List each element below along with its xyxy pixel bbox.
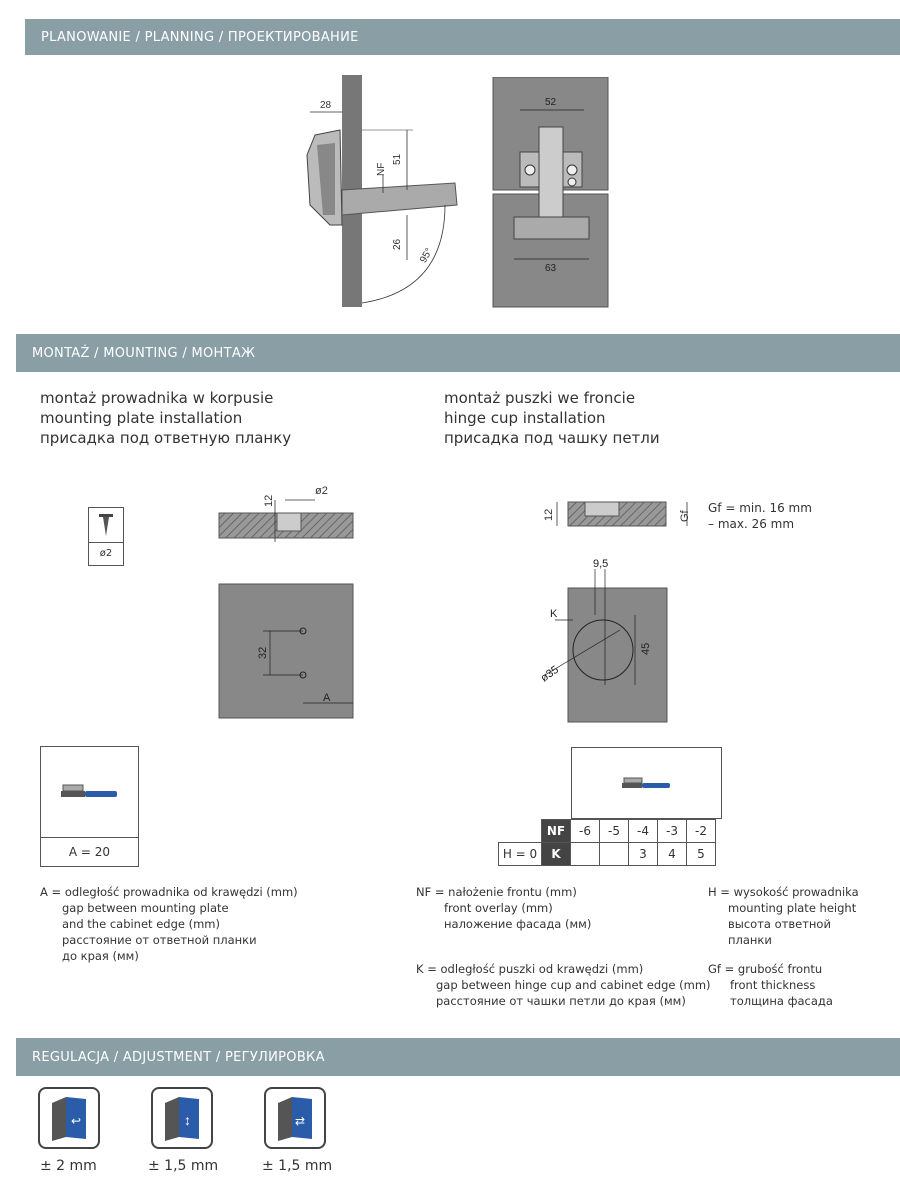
section-title-planning: PLANOWANIE / PLANNING / ПРОЕКТИРОВАНИЕ	[41, 29, 359, 45]
dim-26-label: 26	[392, 238, 403, 250]
mounting-right-heading	[444, 388, 660, 448]
note-line: расстояние от ответной планки	[62, 933, 257, 947]
nf-cell: -2	[687, 820, 716, 843]
screw-diameter-label: ø2	[89, 542, 123, 565]
dim-12-cup-label: 12	[543, 508, 555, 521]
gf-min: Gf = min. 16 mm	[708, 501, 812, 515]
k-header: K	[542, 843, 571, 866]
note-line: расстояние от чашки петли до края (мм)	[436, 994, 686, 1008]
dim-gf-label: Gf	[679, 510, 691, 522]
svg-text:⇄: ⇄	[295, 1114, 306, 1128]
dim-nf-label: NF	[376, 162, 387, 176]
note-line: H = wysokość prowadnika	[708, 885, 859, 899]
note-nf	[416, 884, 591, 932]
k-cell	[600, 843, 629, 866]
nf-cell: -6	[571, 820, 600, 843]
dim-k-label: K	[550, 608, 558, 620]
dim-51-label: 51	[392, 153, 403, 165]
note-line: mounting plate height	[728, 901, 857, 915]
gf-max: – max. 26 mm	[708, 517, 795, 531]
h-label: H = 0	[499, 843, 542, 866]
svg-text:↩: ↩	[71, 1114, 82, 1128]
mounting-plate-icon	[572, 748, 721, 818]
dim-52-label: 52	[545, 97, 557, 108]
hinge-cup-front-diagram	[535, 555, 670, 725]
section-title-adjustment: REGULACJA / ADJUSTMENT / РЕГУЛИРОВКА	[32, 1049, 325, 1065]
nf-cell: -4	[629, 820, 658, 843]
hinge-top-view-diagram	[492, 77, 610, 309]
mounting-plate-section-diagram	[215, 480, 360, 545]
note-line: K = odległość puszki od krawędzi (mm)	[416, 962, 644, 976]
k-table-icon-cell	[571, 747, 722, 819]
heading-line: mounting plate installation	[40, 409, 243, 427]
heading-line: hinge cup installation	[444, 409, 606, 427]
adjust-depth-value: ± 1,5 mm	[262, 1158, 333, 1174]
dim-12-label: 12	[263, 494, 275, 507]
note-line: высота ответной	[728, 917, 831, 931]
dim-o35-label: ø35	[538, 663, 562, 685]
k-table	[498, 819, 716, 866]
note-line: A = odległość prowadnika od krawędzi (mm)	[40, 885, 298, 899]
note-line: gap between hinge cup and cabinet edge (mm)	[436, 978, 711, 992]
dim-95-label: 9,5	[593, 558, 609, 570]
dim-a-label: A	[323, 692, 331, 704]
nf-cell: -3	[658, 820, 687, 843]
dim-o2-label: ø2	[315, 485, 328, 497]
cabinet-depth-icon	[266, 1089, 324, 1147]
mounting-plate-front-diagram	[218, 583, 356, 721]
dim-angle-label: 95°	[418, 246, 436, 265]
hinge-side-view-diagram	[295, 75, 470, 310]
k-cell: 4	[658, 843, 687, 866]
note-h	[708, 884, 859, 948]
dim-45-label: 45	[640, 642, 652, 655]
heading-line: присадка под чашку петли	[444, 429, 660, 447]
gf-range-text	[708, 500, 812, 532]
screw-box	[88, 507, 124, 566]
note-line: NF = nałożenie frontu (mm)	[416, 885, 577, 899]
heading-line: montaż prowadnika w korpusie	[40, 389, 274, 407]
k-cell: 3	[629, 843, 658, 866]
a-value-box	[40, 746, 139, 867]
k-cell: 5	[687, 843, 716, 866]
note-a	[40, 884, 298, 964]
adjust-height-icon	[151, 1087, 213, 1149]
section-bar-planning	[25, 19, 900, 55]
dim-32-label: 32	[257, 646, 269, 659]
cabinet-side-icon	[40, 1089, 98, 1147]
note-line: and the cabinet edge (mm)	[62, 917, 220, 931]
heading-line: присадка под ответную планку	[40, 429, 292, 447]
nf-cell: -5	[600, 820, 629, 843]
cabinet-height-icon	[153, 1089, 211, 1147]
screw-icon	[89, 508, 123, 542]
dim-63-label: 63	[545, 263, 557, 274]
nf-header: NF	[542, 820, 571, 843]
note-line: до края (мм)	[62, 949, 139, 963]
mounting-left-heading	[40, 388, 291, 448]
note-gf	[708, 961, 833, 1009]
note-line: front thickness	[730, 978, 816, 992]
note-line: наложение фасада (мм)	[444, 917, 592, 931]
section-bar-adjustment	[16, 1038, 900, 1076]
note-line: толщина фасада	[730, 994, 833, 1008]
section-bar-mounting	[16, 334, 900, 372]
adjust-depth-icon	[264, 1087, 326, 1149]
heading-line: montaż puszki we froncie	[444, 389, 636, 407]
svg-text:↕: ↕	[184, 1112, 191, 1128]
hinge-cup-section-diagram	[535, 492, 700, 537]
adjust-side-value: ± 2 mm	[40, 1158, 97, 1174]
nf-row	[499, 820, 716, 843]
note-line: Gf = grubość frontu	[708, 962, 823, 976]
note-line: gap between mounting plate	[62, 901, 229, 915]
dim-28-label: 28	[320, 100, 332, 111]
mounting-plate-icon	[41, 747, 138, 837]
adjust-height-value: ± 1,5 mm	[148, 1158, 219, 1174]
note-k	[416, 961, 711, 1009]
a-value-label: A = 20	[41, 837, 138, 867]
note-line: front overlay (mm)	[444, 901, 553, 915]
k-row	[499, 843, 716, 866]
k-cell	[571, 843, 600, 866]
note-line: планки	[728, 933, 772, 947]
section-title-mounting: MONTAŻ / MOUNTING / МОНТАЖ	[32, 345, 256, 361]
adjust-side-icon	[38, 1087, 100, 1149]
